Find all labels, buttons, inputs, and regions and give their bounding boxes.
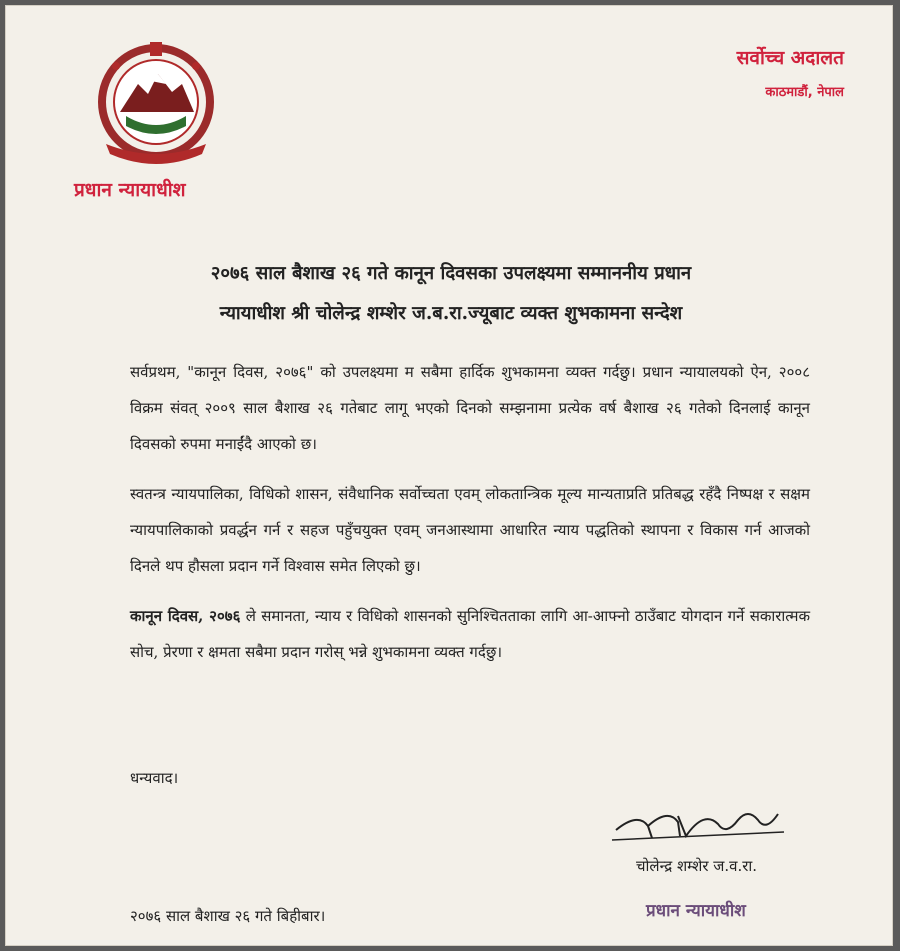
- paragraph-3: [130, 598, 810, 670]
- signer-name: चोलेन्द्र शम्शेर ज.व.रा.: [636, 857, 758, 875]
- heading-line-1: २०७६ साल बैशाख २६ गते कानून दिवसका उपलक्ष्यमा सम्माननीय प्रधान: [210, 263, 692, 284]
- paragraph-1: सर्वप्रथम, "कानून दिवस, २०७६" को उपलक्ष्यमा म सबैमा हार्दिक शुभकामना व्यक्त गर्दछु। प्रधान न्यायालयको ऐन, २००८ विक्रम संवत् २००९ साल बैशाख २६ गतेबाट लागू भएको दिनको सम्झनामा प्रत्येक वर्ष बैशाख २६ गतेको दिनलाई कानून दिवसको रुपमा मनाईंदै आएको छ।: [130, 363, 810, 453]
- letter-date: २०७६ साल बैशाख २६ गते बिहीबार।: [130, 907, 326, 925]
- letter-page: [5, 5, 893, 946]
- chief-justice-title: प्रधान न्यायाधीश: [74, 179, 186, 201]
- letter-body: [130, 354, 810, 684]
- signature-image: [608, 802, 788, 852]
- heading-line-2: न्यायाधीश श्री चोलेन्द्र शम्शेर ज.ब.रा.ज्यूबाट व्यक्त शुभकामना सन्देश: [219, 303, 683, 324]
- court-header: [737, 44, 844, 100]
- paragraph-3-rest: ले समानता, न्याय र विधिको शासनको सुनिश्चितताका लागि आ-आफ्नो ठाउँबाट योगदान गर्ने सकारात्मक सोच, प्रेरणा र क्षमता सबैमा प्रदान गरोस् भन्ने शुभकामना व्यक्त गर्दछु।: [130, 607, 810, 661]
- court-name: सर्वोच्च अदालत: [736, 47, 844, 69]
- paragraph-3-bold: कानून दिवस, २०७६: [130, 607, 241, 625]
- letter-heading: [66, 254, 836, 334]
- nepal-emblem-icon: [86, 36, 226, 176]
- thanks-text: धन्यवाद।: [130, 769, 179, 787]
- signer-title-stamp: प्रधान न्यायाधीश: [646, 901, 746, 921]
- paragraph-2: स्वतन्त्र न्यायपालिका, विधिको शासन, संवैधानिक सर्वोच्चता एवम् लोकतान्त्रिक मूल्य मान्यताप्रति प्रतिबद्ध रहँदै निष्पक्ष र सक्षम न्यायपालिकाको प्रवर्द्धन गर्न र सहज पहुँचयुक्त एवम् जनआस्थामा आधारित न्याय पद्धतिको स्थापना र विकास गर्न आजको दिनले थप हौसला प्रदान गर्ने विश्वास समेत लिएको छु।: [130, 485, 810, 575]
- court-place: काठमाडौं, नेपाल: [765, 85, 844, 100]
